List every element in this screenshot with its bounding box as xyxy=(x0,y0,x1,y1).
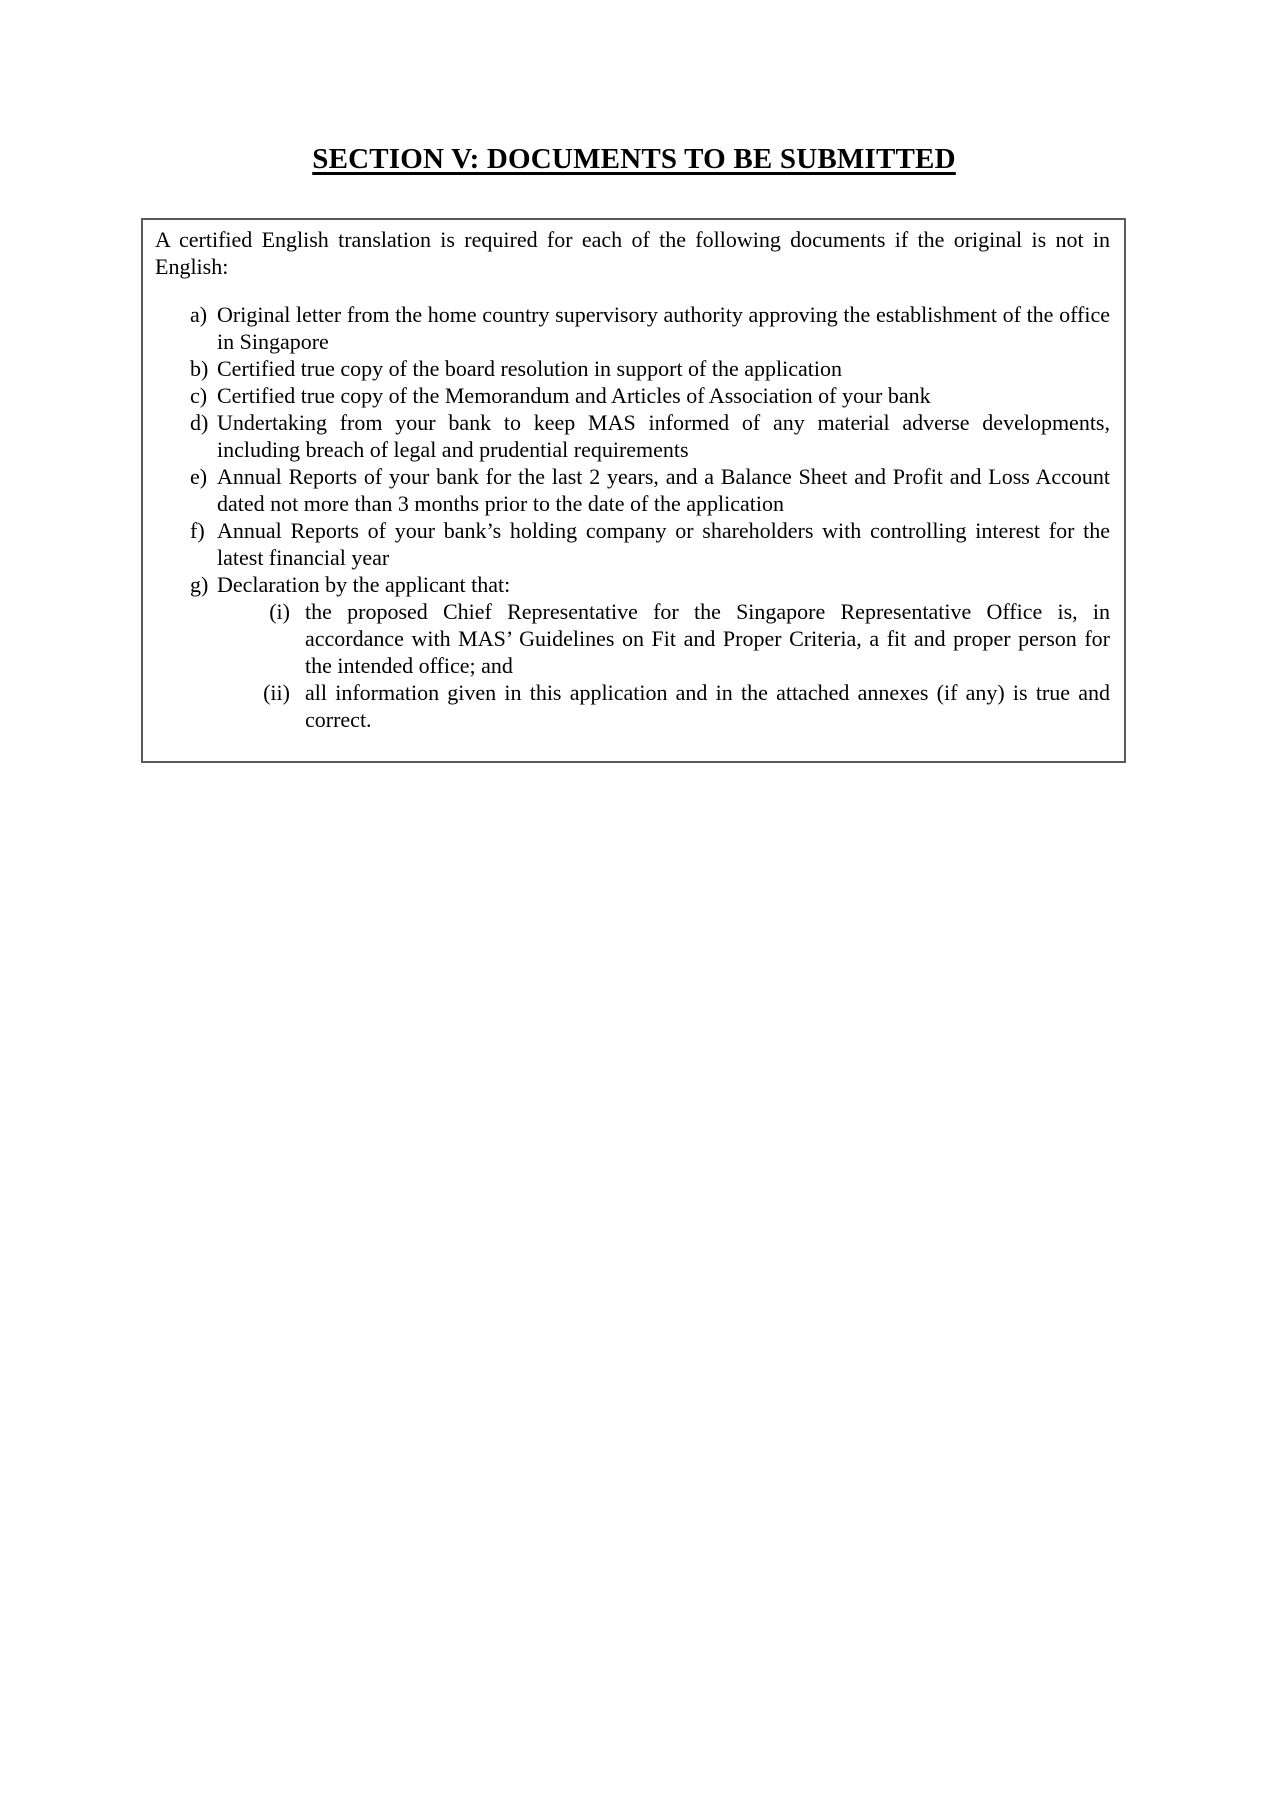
sub-list-item-label: (i) xyxy=(269,599,290,624)
list-item-text: Annual Reports of your bank for the last 2 years, and a Balance Sheet and Profit and Loss Account dated not more than 3 months prior to the date of the application xyxy=(217,464,1110,516)
section-title xyxy=(0,0,1268,178)
list-item-f xyxy=(190,517,1110,571)
list-item-label: d) xyxy=(190,410,209,435)
list-item-text: Annual Reports of your bank’s holding company or shareholders with controlling interest for the latest financial year xyxy=(217,518,1110,570)
list-item-label: f) xyxy=(190,518,205,543)
list-item-label: g) xyxy=(190,572,209,597)
list-item-label: b) xyxy=(190,356,209,381)
sub-list-item-i xyxy=(260,598,1110,679)
list-item-text: Original letter from the home country supervisory authority approving the establishment of the office in Singapore xyxy=(217,302,1110,354)
sub-list-item-text: the proposed Chief Representative for the Singapore Representative Office is, in accordance with MAS’ Guidelines on Fit and Proper Criteria, a fit and proper person for the intended office; and xyxy=(305,599,1110,678)
list-item-label: c) xyxy=(190,383,208,408)
section-title-text: SECTION V: DOCUMENTS TO BE SUBMITTED xyxy=(312,143,956,175)
sub-list-item-label: (ii) xyxy=(263,680,290,705)
intro-paragraph: A certified English translation is required for each of the following documents if the original is not in English: xyxy=(155,227,1110,279)
content-box xyxy=(141,218,1126,763)
sub-list-item-text: all information given in this application and in the attached annexes (if any) is true and correct. xyxy=(305,680,1110,732)
list-item-text: Certified true copy of the Memorandum and Articles of Association of your bank xyxy=(217,383,931,408)
list-item-text: Declaration by the applicant that: xyxy=(217,572,511,597)
list-item-text: Undertaking from your bank to keep MAS informed of any material adverse developments, including breach of legal and prudential requirements xyxy=(217,410,1110,462)
sub-list-item-ii xyxy=(260,679,1110,733)
list-item-e xyxy=(190,463,1110,517)
document-list xyxy=(155,301,1110,733)
list-item-b xyxy=(190,355,1110,382)
list-item-label: e) xyxy=(190,464,208,489)
list-item-g xyxy=(190,571,1110,598)
list-item-text: Certified true copy of the board resolution in support of the application xyxy=(217,356,843,381)
list-item-c xyxy=(190,382,1110,409)
list-item-d xyxy=(190,409,1110,463)
list-item-label: a) xyxy=(190,302,208,327)
list-item-a xyxy=(190,301,1110,355)
